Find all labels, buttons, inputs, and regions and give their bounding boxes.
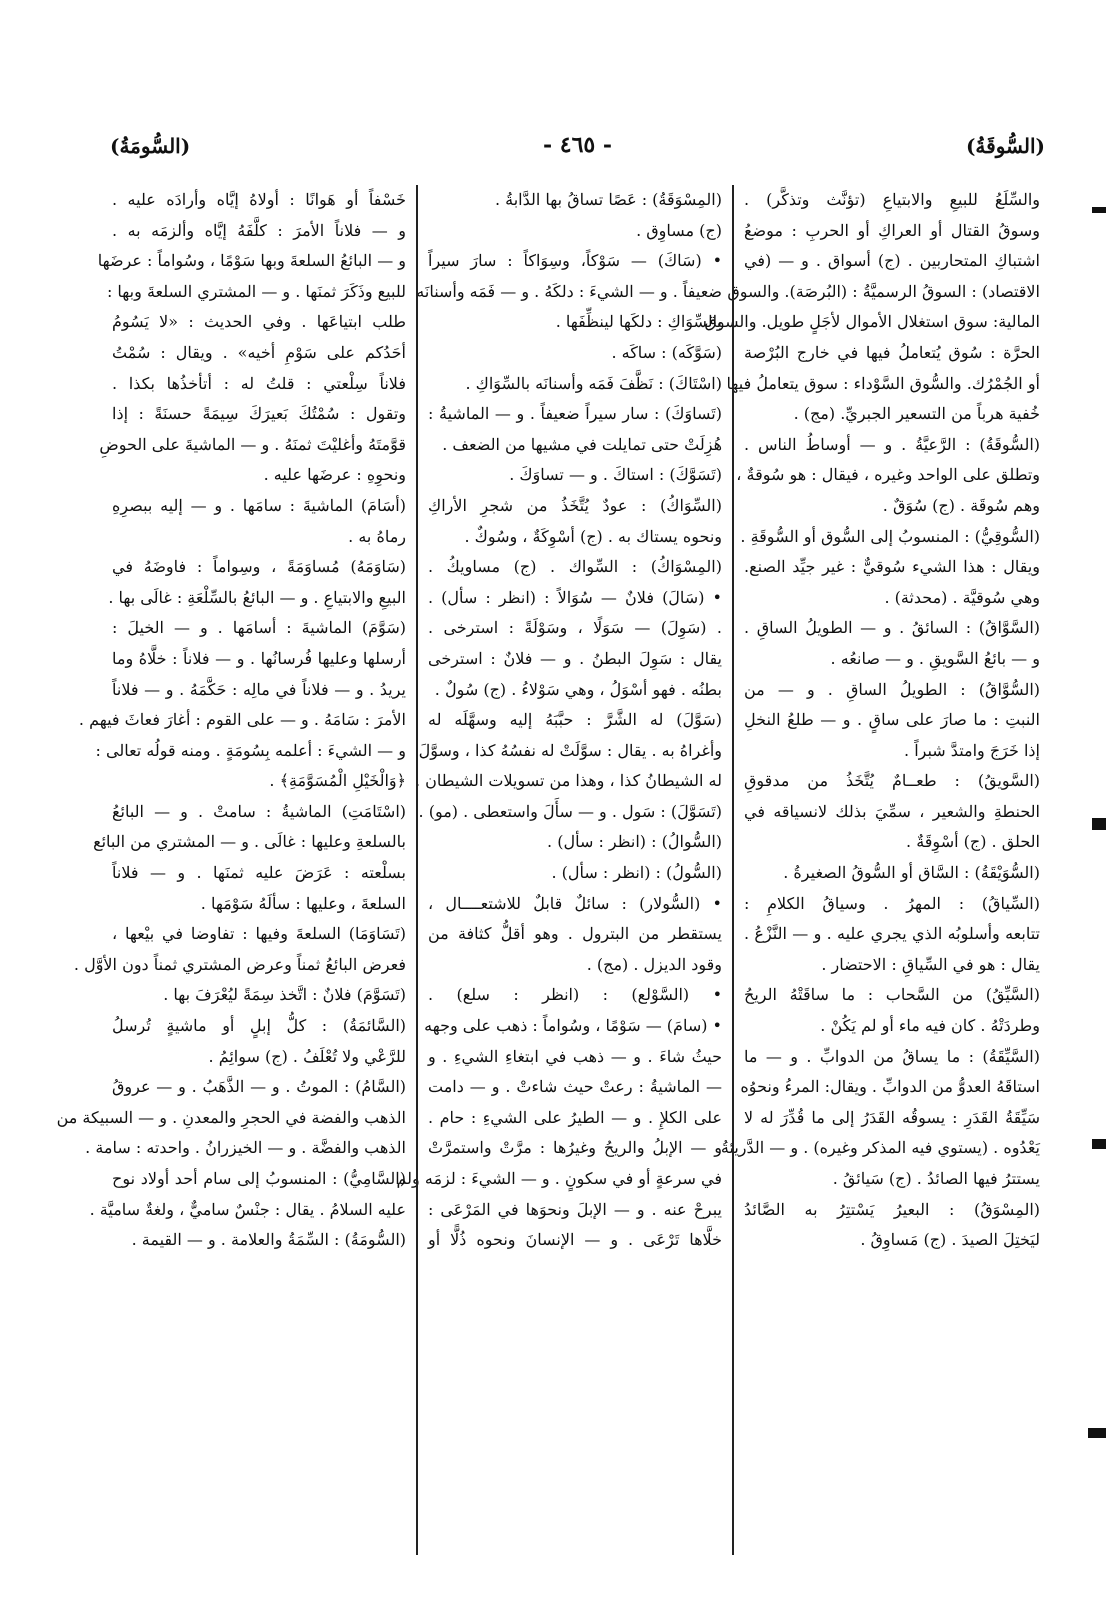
text-line: (السَّيِّقَةُ) : ما يساقُ من الدوابِّ . و — ما xyxy=(744,1046,1040,1066)
text-line: والسِّلَعُ للبيعِ والابتياعِ (تؤنَّث وتذكَّر) . xyxy=(744,190,1040,209)
text-line: و — فلاناً الأمرَ : كلَّفَهُ إيَّاه وألزمَه به . xyxy=(112,220,406,240)
text-line: عليه السلامُ . يقال : جنْسٌ ساميٌّ ، ولغةٌ ساميَّة . xyxy=(89,1199,406,1219)
text-line: وتطلق على الواحد وغيره ، فيقال : هو سُوقةٌ ، xyxy=(736,465,1040,485)
text-line: (المِسْوَقُ) : البعيرُ يَسْتتِرُ به الصَّائدُ xyxy=(744,1199,1040,1219)
text-line: • (سَاكَ) — سَوْكاً، وسِوَاكاً : سارَ سيراً xyxy=(428,251,722,271)
text-line: وهي سُوقيَّة . (محدثة) . xyxy=(884,587,1040,607)
text-line: النبتِ : ما صارَ على ساقٍ . و — طلعُ النخلِ xyxy=(744,710,1040,730)
text-line: (سَوَّمَ) الماشيةَ : أسامَها . و — الخيلَ : xyxy=(112,618,406,638)
text-line: • (السَّوْلع) : (انظر : سلع) . xyxy=(428,985,722,1005)
text-line: وطردَتْهُ . كان فيه ماء أو لم يَكُنْ . xyxy=(820,1016,1040,1036)
text-line: على الكلإِ . و — الطيرُ على الشيءِ : حام . xyxy=(428,1107,722,1127)
text-line: (المِسْوَاكُ) : السِّواك . (ج) مساويكُ . xyxy=(428,557,722,577)
text-line: (تَسَوَّمَ) فلانٌ : اتَّخذ سِمَةً ليُعْرَفَ بها . xyxy=(163,985,406,1005)
text-line: وقود الديزل . (مج) . xyxy=(586,954,722,974)
page-header xyxy=(110,128,1045,168)
text-line: و — البائعُ السلعةَ وبها سَوْمًا ، وسُواماً : عرضَها xyxy=(97,251,406,271)
text-line: وتقول : سُمْتُكَ بَعيرَكَ سِيمَةً حسنَةً : إذا xyxy=(112,404,406,424)
text-line: أحَدُكم على سَوْمِ أخيه» . ويقال : سُمْتُ xyxy=(112,342,406,362)
text-line: بطنُه . فهو أسْوَلُ ، وهي سَوْلاءُ . (ج) سُولٌ . xyxy=(434,679,722,699)
text-line: ويقال : هذا الشيء سُوقيٌّ : غير جيِّد الصنع. xyxy=(744,557,1040,577)
text-line: خَسْفاً أو هَوانًا : أولاهُ إيَّاه وأرادَه عليه . xyxy=(112,190,406,209)
text-line: يبرحْ عنه . و — الإبلَ ونحوَها في المَرْعَى : xyxy=(428,1199,722,1219)
column-left xyxy=(56,185,418,1555)
text-line: تتابعه وأسلوبُه الذي يجري عليه . و — النَّزْعُ . xyxy=(744,924,1040,944)
text-line: (السُّومَةُ) : السِّمَةُ والعلامة . و — القيمة . xyxy=(131,1230,406,1250)
text-line: ليَختِلَ الصيدَ . (ج) مَساوِقُ . xyxy=(860,1230,1040,1250)
text-line: (تَساوَكَ) : سار سيراً ضعيفاً . و — الماشيةُ : xyxy=(428,404,722,424)
text-line: (اسْتَامَتِ) الماشيةُ : سامتْ . و — البائعُ xyxy=(112,801,406,821)
text-line: (السُّولُ) : (انظر : سأل) . xyxy=(551,863,722,883)
text-line: يقال : هو في السِّياقِ : الاحتضار . xyxy=(821,954,1040,974)
text-line: وسوقُ القتال أو العراكِ أو الحربِ : موضعُ xyxy=(744,220,1040,240)
text-line: خلَّاها تَرْعَى . و — الإنسانَ ونحوه ذُلًّا أو xyxy=(428,1230,722,1250)
text-line: أو الجُمْرُك. والسُّوق السَّوْداء : سوق يتعاملُ فيها xyxy=(726,373,1040,393)
text-line: (السَّويقُ) : طعــامٌ يُتَّخَذُ من مدقوقِ xyxy=(744,771,1040,791)
text-line: يريدُ . و — فلاناً في مالِه : حَكَّمَهُ . و — فلاناً xyxy=(112,679,406,699)
text-line: (تَسَوَّكَ) : استاكَ . و — تساوَكَ . xyxy=(509,465,722,485)
text-line: فعرض البائعُ ثمناً وعرض المشتري ثمناً دون الأوَّل . xyxy=(73,954,406,974)
text-line: ونحوِهِ : عرضَها عليه . xyxy=(263,465,406,485)
text-line: اشتباكِ المتحاربين . (ج) أسواق . و — (في xyxy=(744,251,1040,271)
text-line: يستترُ فيها الصائدُ . (ج) سَيائقُ . xyxy=(832,1169,1040,1188)
text-line: ﴿وَالْخَيْلِ الْمُسَوَّمَةِ﴾ . xyxy=(269,771,406,791)
text-line: له الشيطانُ كذا ، وهذا من تسويلات الشيطان . xyxy=(414,771,722,791)
text-line: الذهب والفضَّة . و — الخيزرانُ . واحدته : سامة . xyxy=(85,1138,406,1158)
text-line: — الماشيةُ : رعتْ حيث شاءتْ . و — دامت xyxy=(428,1077,722,1097)
text-line: (السُّوقَةُ) : الرَّعيَّةُ . و — أوساطُ الناس . xyxy=(744,434,1040,454)
text-line: قوَّمتَهُ وأغليْتَ ثمنَهُ . و — الماشيةَ على الحوضِ xyxy=(99,434,406,454)
text-line: ونحوه يستاك به . (ج) أسْوِكَةٌ ، وسُوكٌ . xyxy=(464,526,722,546)
text-line: الأمرَ : سَامَهُ . و — على القوم : أغارَ فعاثَ فيهم . xyxy=(78,710,406,730)
text-line: خُفية هرباً من التسعير الجبريِّ. (مج) . xyxy=(793,404,1040,424)
text-line: وهم سُوقَة . (ج) سُوَقٌ . xyxy=(882,495,1040,515)
text-line: يقال : سَوِلَ البطنُ . و — فلانٌ : استرخى xyxy=(428,648,722,668)
text-line: (أسَامَ) الماشيةَ : سامَها . و — إليه ببصرِهِ xyxy=(112,495,406,515)
text-line: بسلْعته : عَرَضَ عليه ثمنَها . و — فلاناً xyxy=(112,863,406,883)
text-line: أرسلها وعليها فُرسانُها . و — فلاناً : خلَّاهُ وما xyxy=(112,648,406,668)
text-line: إذا خَرَجَ وامتدَّ شبراً . xyxy=(904,740,1040,760)
text-line: (السَّامُ) : الموتُ . و — الذَّهَبُ . و — عروقُ xyxy=(112,1077,406,1097)
text-line: (المِسْوَقَةُ) : عَصًا تساقُ بها الدَّابةُ . xyxy=(494,190,722,209)
text-line: و — الشيءَ : أعلمه بِسُومَةٍ . ومنه قولُه تعالى : xyxy=(95,740,406,760)
edge-mark xyxy=(1092,1139,1106,1149)
text-line: السلعةَ ، وعليها : سألَهُ سَوْمَها . xyxy=(200,893,406,913)
text-line: بالسِّوَاكِ : دلكَها لينظِّفَها . xyxy=(555,312,722,332)
text-line: (السَّيِّقُ) من السَّحاب : ما ساقَتْهُ الريحُ xyxy=(744,985,1040,1005)
text-line: حيثُ شاءَ . و — ذهب في ابتغاءِ الشيءِ . و xyxy=(428,1046,722,1066)
text-line: • (السُّولار) : سائلٌ قابلٌ للاشتعــــال ، xyxy=(428,893,722,913)
text-line: الحنطةِ والشعير ، سمِّيَ بذلك لانسياقه في xyxy=(744,801,1040,821)
edge-mark xyxy=(1092,818,1106,830)
text-line: رماهُ به . xyxy=(348,526,406,546)
text-line: و — الإبلُ والريحُ وغيرُها : مرَّتْ واستمرَّتْ xyxy=(428,1138,722,1158)
text-line: (السَّامِيُّ) : المنسوبُ إلى سام أحد أولاد نوح xyxy=(112,1169,406,1188)
text-line: (السُّوقِيُّ) : المنسوبُ إلى السُّوق أو السُّوقَةِ . xyxy=(740,526,1040,546)
edge-mark xyxy=(1088,1428,1106,1438)
dictionary-columns xyxy=(56,185,1050,1555)
text-line: . (سَوِلَ) — سَوَلًا ، وسَوْلَةً : استرخى . xyxy=(428,618,722,638)
text-line: وأغراهُ به . يقال : سوَّلَتْ له نفسُهُ كذا ، وسوَّلَ xyxy=(418,740,722,760)
text-line: (اسْتَاكَ) : نَظَّفَ فَمَه وأسنانَه بالسِّوَاكِ . xyxy=(465,373,722,393)
text-line: (السَّائمَةُ) : كلُّ إبلٍ أو ماشيةٍ تُرسلُ xyxy=(112,1016,406,1036)
text-line: و — بائعُ السَّويقِ . و — صانعُه . xyxy=(830,648,1040,668)
text-line: (السُّوَّاقُ) : الطويلُ الساقِ . و — من xyxy=(744,679,1040,699)
text-line: (ج) مساوِق . xyxy=(636,220,722,240)
text-line: في سرعةٍ أو في سكونٍ . و — الشيءَ : لزمَه ولم xyxy=(396,1169,722,1188)
text-line: فلاناً سِلْعتي : قلتُ له : أتأخذُها بكذا . xyxy=(112,373,406,393)
text-line: • (سامَ) — سَوْمًا ، وسُواماً : ذهب على وجهه xyxy=(424,1016,722,1036)
text-line: (السِّياقُ) : المهرُ . وسياقُ الكلامِ : xyxy=(744,893,1040,913)
column-right xyxy=(704,185,1050,1555)
text-line: (السُّوالُ) : (انظر : سأل) . xyxy=(547,832,722,852)
text-line: البيعِ والابتياعِ . و — البائعُ بالسِّلْعَةِ : غالَى بها . xyxy=(108,587,406,607)
text-line: بالسلعةِ وعليها : غالَى . و — المشتري من البائع xyxy=(93,832,406,852)
text-line: (سَاوَمَهُ) مُساوَمَةً ، وسِواماً : فاوضَهُ في xyxy=(112,557,406,577)
text-line: • (سَالَ) فلانٌ — سُوَالاً : (انظر : سأل) . xyxy=(428,587,722,607)
header-headword-left: (السُّومَةُ) xyxy=(110,134,191,158)
text-line: (السَّوَّاقُ) : السائقُ . و — الطويلُ الساقِ . xyxy=(744,618,1040,638)
text-line: سَيِّقَةُ القَدَرِ : يسوقُه القَدَرُ إلى ما قُدِّرَ له لا xyxy=(744,1107,1040,1127)
column-middle xyxy=(396,185,734,1555)
text-line: للبيع وذَكَرَ ثمنَها . و — المشتري السلعةَ وبها : xyxy=(106,281,406,301)
text-line: الذهب والفضة في الحجرِ والمعدنِ . و — السبيكة من xyxy=(56,1107,406,1127)
text-line: (السِّوَاكُ) : عودٌ يُتَّخَذُ من شجرِ الأراكِ xyxy=(428,495,722,515)
edge-mark xyxy=(1092,207,1106,213)
text-line: ضعيفاً . و — الشيءَ : دلكَهُ . و — فَمَه وأسنانَه xyxy=(416,281,722,301)
text-line: هُزِلَتْ حتى تمايلت في مشيها من الضعف . xyxy=(442,434,722,454)
text-line: استاقَهُ العدوُّ من الدوابِّ . ويقال: المرءُ ونحوُه xyxy=(740,1077,1040,1097)
text-line: طلب ابتياعَها . وفي الحديث : «لا يَسُومُ xyxy=(112,312,406,332)
text-line: (تَسَوَّلَ) : سَول . و — سأَلَ واستعطى . (مو) . xyxy=(418,801,722,821)
text-line: (تَسَاوَمَا) السلعةَ وفيها : تفاوضا في بيْعها ، xyxy=(112,924,406,944)
page-number: - ٤٦٥ - xyxy=(542,132,613,158)
text-line: يستقطر من البترول . وهو أقلُّ كثافة من xyxy=(428,924,722,944)
text-line: (سَوَّلَ) له الشَّرَّ : حبَّبَهُ إليه وسهَّلَه له xyxy=(428,710,722,730)
text-line: يَعْدُوه . (يستوي فيه المذكر وغيره) . و — الدَّريئةُ xyxy=(720,1138,1040,1158)
text-line: الاقتصاد) : السوقُ الرسميَّةُ : (البُرصَة). والسوق xyxy=(727,281,1040,301)
text-line: (السُّوَيْقَةُ) : السَّاق أو السُّوقُ الصغيرةُ . xyxy=(783,863,1040,883)
text-line: المالية: سوق استغلال الأموال لأجَلٍ طويل. والسوق xyxy=(704,312,1040,332)
text-line: الحلق . (ج) أسْوِقَةٌ . xyxy=(906,832,1040,852)
text-line: (سَوَّكَه) : ساكَه . xyxy=(611,342,722,362)
header-headword-right: (السُّوقَةُ) xyxy=(965,134,1045,158)
text-line: الحرَّة : سُوق يُتعاملُ فيها في خارج البُرْصة xyxy=(744,342,1040,362)
text-line: للرَّعْي ولا تُعْلَفُ . (ج) سوائِمُ . xyxy=(208,1046,406,1066)
